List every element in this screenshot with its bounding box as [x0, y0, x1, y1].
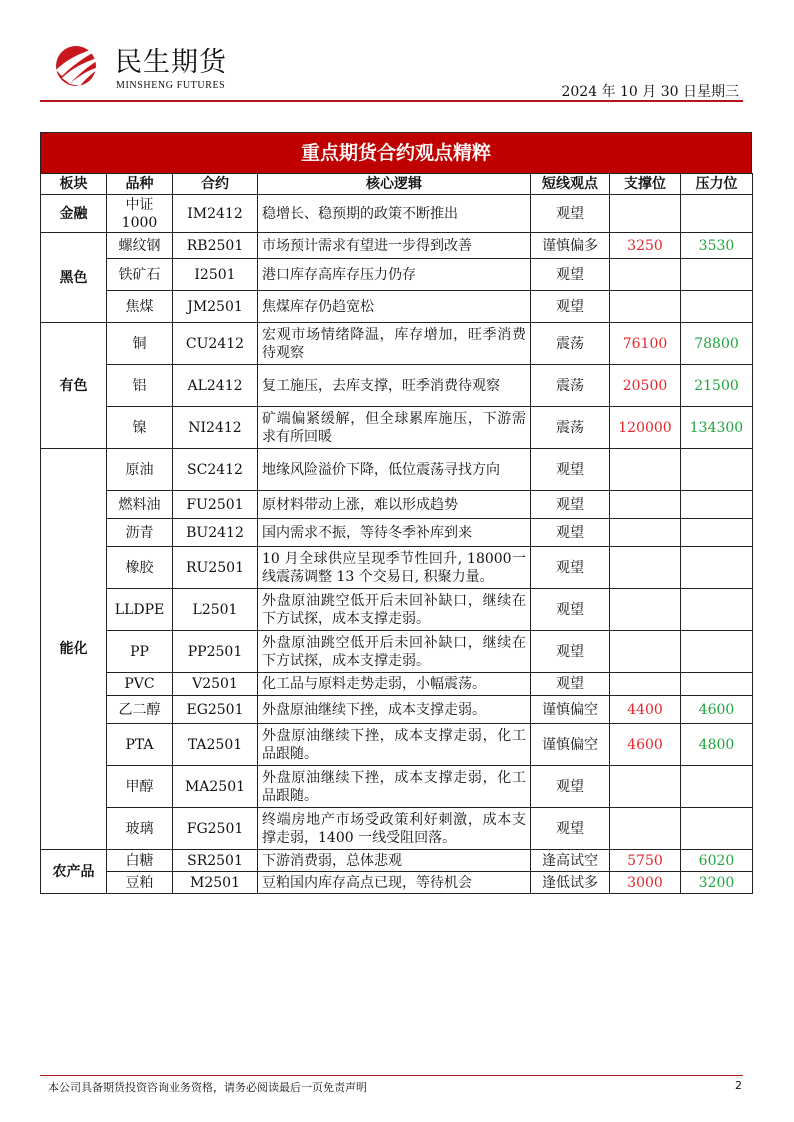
table-row — [41, 724, 753, 766]
table-row — [41, 407, 753, 449]
resist-cell — [681, 291, 753, 323]
table-row — [41, 491, 753, 519]
variety-cell: 甲醇 — [107, 766, 173, 808]
sector-cell: 能化 — [41, 449, 107, 850]
table-row — [41, 808, 753, 850]
footer-divider — [40, 1075, 743, 1076]
sector-cell: 黑色 — [41, 233, 107, 323]
minsheng-futures-logo-icon — [50, 40, 106, 88]
resist-cell: 4800 — [681, 724, 753, 766]
column-header: 板块 — [41, 174, 107, 195]
view-cell: 谨慎偏空 — [531, 724, 610, 766]
table-title: 重点期货合约观点精粹 — [40, 132, 752, 173]
resist-cell: 6020 — [681, 850, 753, 872]
sector-cell: 有色 — [41, 323, 107, 449]
variety-cell: 铜 — [107, 323, 173, 365]
resist-cell — [681, 766, 753, 808]
viewpoint-table-container — [40, 132, 752, 894]
variety-cell: 原油 — [107, 449, 173, 491]
column-header: 支撑位 — [610, 174, 681, 195]
logic-cell: 终端房地产市场受政策利好刺激，成本支撑走弱，1400 一线受阻回落。 — [258, 808, 531, 850]
contract-cell: BU2412 — [173, 519, 258, 547]
resist-cell — [681, 519, 753, 547]
table-row — [41, 195, 753, 233]
variety-cell: 镍 — [107, 407, 173, 449]
support-cell: 4400 — [610, 696, 681, 724]
support-cell: 4600 — [610, 724, 681, 766]
table-row — [41, 631, 753, 673]
support-cell — [610, 195, 681, 233]
view-cell: 逢低试多 — [531, 872, 610, 894]
table-row — [41, 323, 753, 365]
support-cell — [610, 673, 681, 696]
resist-cell — [681, 259, 753, 291]
contract-cell: SR2501 — [173, 850, 258, 872]
resist-cell — [681, 808, 753, 850]
support-cell — [610, 491, 681, 519]
logic-cell: 外盘原油继续下挫，成本支撑走弱。 — [258, 696, 531, 724]
support-cell — [610, 589, 681, 631]
contract-cell: JM2501 — [173, 291, 258, 323]
variety-cell: 铝 — [107, 365, 173, 407]
logic-cell: 国内需求不振，等待冬季补库到来 — [258, 519, 531, 547]
logic-cell: 复工施压，去库支撑，旺季消费待观察 — [258, 365, 531, 407]
contract-cell: CU2412 — [173, 323, 258, 365]
contract-cell: IM2412 — [173, 195, 258, 233]
contract-cell: RB2501 — [173, 233, 258, 259]
support-cell — [610, 291, 681, 323]
variety-cell: 豆粕 — [107, 872, 173, 894]
resist-cell — [681, 547, 753, 589]
variety-cell: LLDPE — [107, 589, 173, 631]
view-cell: 震荡 — [531, 365, 610, 407]
view-cell: 观望 — [531, 631, 610, 673]
support-cell: 76100 — [610, 323, 681, 365]
logic-cell: 矿端偏紧缓解，但全球累库施压，下游需求有所回暖 — [258, 407, 531, 449]
view-cell: 观望 — [531, 291, 610, 323]
table-row — [41, 547, 753, 589]
variety-cell: 燃料油 — [107, 491, 173, 519]
variety-cell: 白糖 — [107, 850, 173, 872]
support-cell — [610, 808, 681, 850]
support-cell: 3250 — [610, 233, 681, 259]
view-cell: 震荡 — [531, 407, 610, 449]
contract-cell: MA2501 — [173, 766, 258, 808]
contract-cell: SC2412 — [173, 449, 258, 491]
contract-cell: M2501 — [173, 872, 258, 894]
resist-cell — [681, 195, 753, 233]
contract-cell: AL2412 — [173, 365, 258, 407]
table-row — [41, 291, 753, 323]
contract-cell: PP2501 — [173, 631, 258, 673]
support-cell: 3000 — [610, 872, 681, 894]
table-row — [41, 449, 753, 491]
logic-cell: 市场预计需求有望进一步得到改善 — [258, 233, 531, 259]
table-row — [41, 850, 753, 872]
variety-cell: PVC — [107, 673, 173, 696]
variety-cell: 橡胶 — [107, 547, 173, 589]
view-cell: 观望 — [531, 491, 610, 519]
resist-cell — [681, 449, 753, 491]
contract-cell: FG2501 — [173, 808, 258, 850]
table-row — [41, 233, 753, 259]
view-cell: 逢高试空 — [531, 850, 610, 872]
view-cell: 观望 — [531, 259, 610, 291]
resist-cell: 21500 — [681, 365, 753, 407]
logic-cell: 焦煤库存仍趋宽松 — [258, 291, 531, 323]
table-row — [41, 365, 753, 407]
logic-cell: 外盘原油继续下挫，成本支撑走弱，化工品跟随。 — [258, 766, 531, 808]
view-cell: 谨慎偏空 — [531, 696, 610, 724]
variety-cell: PTA — [107, 724, 173, 766]
support-cell: 120000 — [610, 407, 681, 449]
contract-cell: I2501 — [173, 259, 258, 291]
support-cell: 20500 — [610, 365, 681, 407]
resist-cell: 3530 — [681, 233, 753, 259]
table-row — [41, 673, 753, 696]
variety-cell: 玻璃 — [107, 808, 173, 850]
logic-cell: 宏观市场情绪降温，库存增加，旺季消费待观察 — [258, 323, 531, 365]
contract-cell: RU2501 — [173, 547, 258, 589]
resist-cell: 78800 — [681, 323, 753, 365]
resist-cell — [681, 673, 753, 696]
contract-cell: EG2501 — [173, 696, 258, 724]
column-header: 压力位 — [681, 174, 753, 195]
brand-name-en: MINSHENG FUTURES — [116, 80, 226, 91]
view-cell: 观望 — [531, 766, 610, 808]
table-body — [41, 195, 753, 894]
header-divider — [40, 100, 743, 102]
sector-cell: 金融 — [41, 195, 107, 233]
table-row — [41, 696, 753, 724]
logic-cell: 稳增长、稳预期的政策不断推出 — [258, 195, 531, 233]
support-cell — [610, 449, 681, 491]
column-header: 品种 — [107, 174, 173, 195]
view-cell: 观望 — [531, 808, 610, 850]
support-cell — [610, 519, 681, 547]
variety-cell: 铁矿石 — [107, 259, 173, 291]
contract-cell: V2501 — [173, 673, 258, 696]
contract-cell: FU2501 — [173, 491, 258, 519]
column-header: 核心逻辑 — [258, 174, 531, 195]
variety-cell: 中证1000 — [107, 195, 173, 233]
logic-cell: 港口库存高库存压力仍存 — [258, 259, 531, 291]
logic-cell: 10 月全球供应呈现季节性回升, 18000一线震荡调整 13 个交易日, 积聚力量。 — [258, 547, 531, 589]
table-row — [41, 872, 753, 894]
logic-cell: 外盘原油继续下挫，成本支撑走弱，化工品跟随。 — [258, 724, 531, 766]
resist-cell — [681, 631, 753, 673]
page-number: 2 — [735, 1079, 742, 1092]
table-row — [41, 766, 753, 808]
contract-cell: TA2501 — [173, 724, 258, 766]
variety-cell: 乙二醇 — [107, 696, 173, 724]
view-cell: 震荡 — [531, 323, 610, 365]
resist-cell: 4600 — [681, 696, 753, 724]
viewpoint-table — [40, 173, 753, 894]
support-cell: 5750 — [610, 850, 681, 872]
column-header: 短线观点 — [531, 174, 610, 195]
view-cell: 观望 — [531, 195, 610, 233]
view-cell: 观望 — [531, 589, 610, 631]
variety-cell: 焦煤 — [107, 291, 173, 323]
view-cell: 谨慎偏多 — [531, 233, 610, 259]
logic-cell: 化工品与原料走势走弱，小幅震荡。 — [258, 673, 531, 696]
sector-cell: 农产品 — [41, 850, 107, 894]
view-cell: 观望 — [531, 547, 610, 589]
view-cell: 观望 — [531, 673, 610, 696]
logic-cell: 地缘风险溢价下降，低位震荡寻找方向 — [258, 449, 531, 491]
table-row — [41, 519, 753, 547]
brand-name-cn: 民生期货 — [115, 47, 227, 78]
contract-cell: L2501 — [173, 589, 258, 631]
view-cell: 观望 — [531, 519, 610, 547]
variety-cell: 螺纹钢 — [107, 233, 173, 259]
support-cell — [610, 259, 681, 291]
logic-cell: 原材料带动上涨，难以形成趋势 — [258, 491, 531, 519]
report-date: 2024 年 10 月 30 日星期三 — [561, 84, 739, 100]
resist-cell — [681, 491, 753, 519]
logic-cell: 下游消费弱，总体悲观 — [258, 850, 531, 872]
logic-cell: 外盘原油跳空低开后未回补缺口，继续在下方试探，成本支撑走弱。 — [258, 589, 531, 631]
contract-cell: NI2412 — [173, 407, 258, 449]
logic-cell: 豆粕国内库存高点已现，等待机会 — [258, 872, 531, 894]
support-cell — [610, 631, 681, 673]
variety-cell: PP — [107, 631, 173, 673]
footer-disclaimer: 本公司具备期货投资咨询业务资格，请务必阅读最后一页免责声明 — [48, 1081, 367, 1094]
resist-cell: 3200 — [681, 872, 753, 894]
support-cell — [610, 766, 681, 808]
table-row — [41, 589, 753, 631]
logic-cell: 外盘原油跳空低开后未回补缺口，继续在下方试探，成本支撑走弱。 — [258, 631, 531, 673]
variety-cell: 沥青 — [107, 519, 173, 547]
support-cell — [610, 547, 681, 589]
table-row — [41, 259, 753, 291]
view-cell: 观望 — [531, 449, 610, 491]
resist-cell — [681, 589, 753, 631]
column-header: 合约 — [173, 174, 258, 195]
table-header-row — [41, 174, 753, 195]
resist-cell: 134300 — [681, 407, 753, 449]
